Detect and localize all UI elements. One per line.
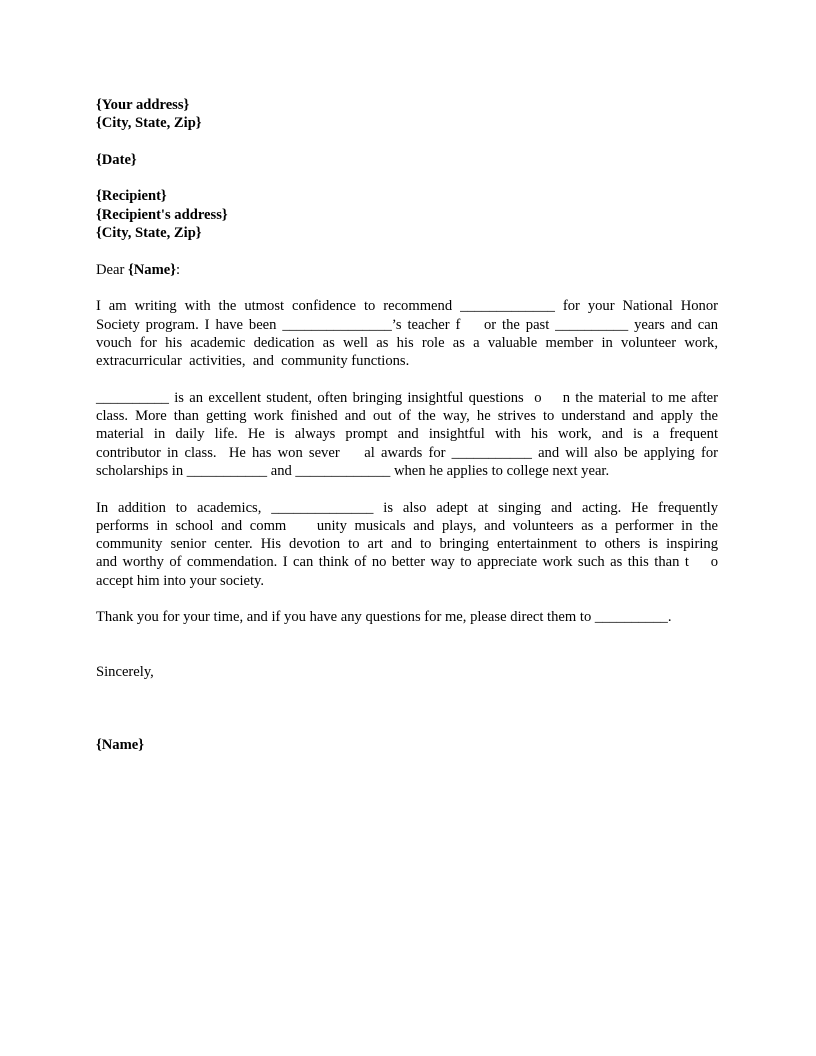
signature-name: {Name} <box>96 737 144 754</box>
paragraph-line: __________ is an excellent student, often bringing insightful questions o n the material to me after <box>96 389 718 406</box>
paragraph-line: vouch for his academic dedication as well as his role as a valuable member in volunteer work, <box>96 334 718 351</box>
paragraph-line: Thank you for your time, and if you have any questions for me, please direct them to __________. <box>96 609 672 626</box>
paragraph-line: community senior center. His devotion to art and to bringing entertainment to others is inspiring <box>96 536 718 553</box>
paragraph-line: material in daily life. He is always prompt and insightful with his work, and is a frequent <box>96 426 718 443</box>
your-address: {Your address} <box>96 97 190 113</box>
paragraph-line: performs in school and comm unity musicals and plays, and volunteers as a performer in the <box>96 517 718 534</box>
sender-city-state-zip: {City, State, Zip} <box>96 115 202 132</box>
closing-sincerely: Sincerely, <box>96 664 154 681</box>
paragraph-line: and worthy of commendation. I can think of no better way to appreciate work such as this than t o <box>96 554 718 571</box>
letter-date: {Date} <box>96 151 137 168</box>
body-paragraph-1 <box>96 297 718 370</box>
recipient-address-block <box>96 187 718 242</box>
sender-address-block <box>96 96 718 133</box>
salutation-suffix: : <box>176 261 181 278</box>
recipient-address: {Recipient's address} <box>96 206 228 223</box>
recipient-name: {Recipient} <box>96 188 167 205</box>
paragraph-line: Society program. I have been _______________’s teacher f or the past __________ years and can <box>96 316 718 333</box>
paragraph-line: accept him into your society. <box>96 572 265 589</box>
body-paragraph-3 <box>96 499 718 590</box>
body-paragraph-2 <box>96 389 718 480</box>
recipient-city-state-zip: {City, State, Zip} <box>96 225 202 242</box>
salutation-name: {Name} <box>128 261 176 278</box>
paragraph-line: extracurricular activities, and community functions. <box>96 353 410 370</box>
paragraph-line: In addition to academics, ______________ is also adept at singing and acting. He frequently <box>96 499 718 516</box>
paragraph-line: I am writing with the utmost confidence to recommend _____________ for your National Honor <box>96 298 718 315</box>
salutation <box>96 261 718 279</box>
paragraph-line: contributor in class. He has won sever al awards for ___________ and will also be applying for <box>96 444 718 461</box>
body-paragraph-4 <box>96 608 718 626</box>
salutation-prefix: Dear <box>96 261 129 278</box>
letter-page <box>96 96 718 755</box>
paragraph-line: scholarships in ___________ and _____________ when he applies to college next year. <box>96 462 610 479</box>
paragraph-line: class. More than getting work finished and out of the way, he strives to understand and apply the <box>96 408 718 425</box>
